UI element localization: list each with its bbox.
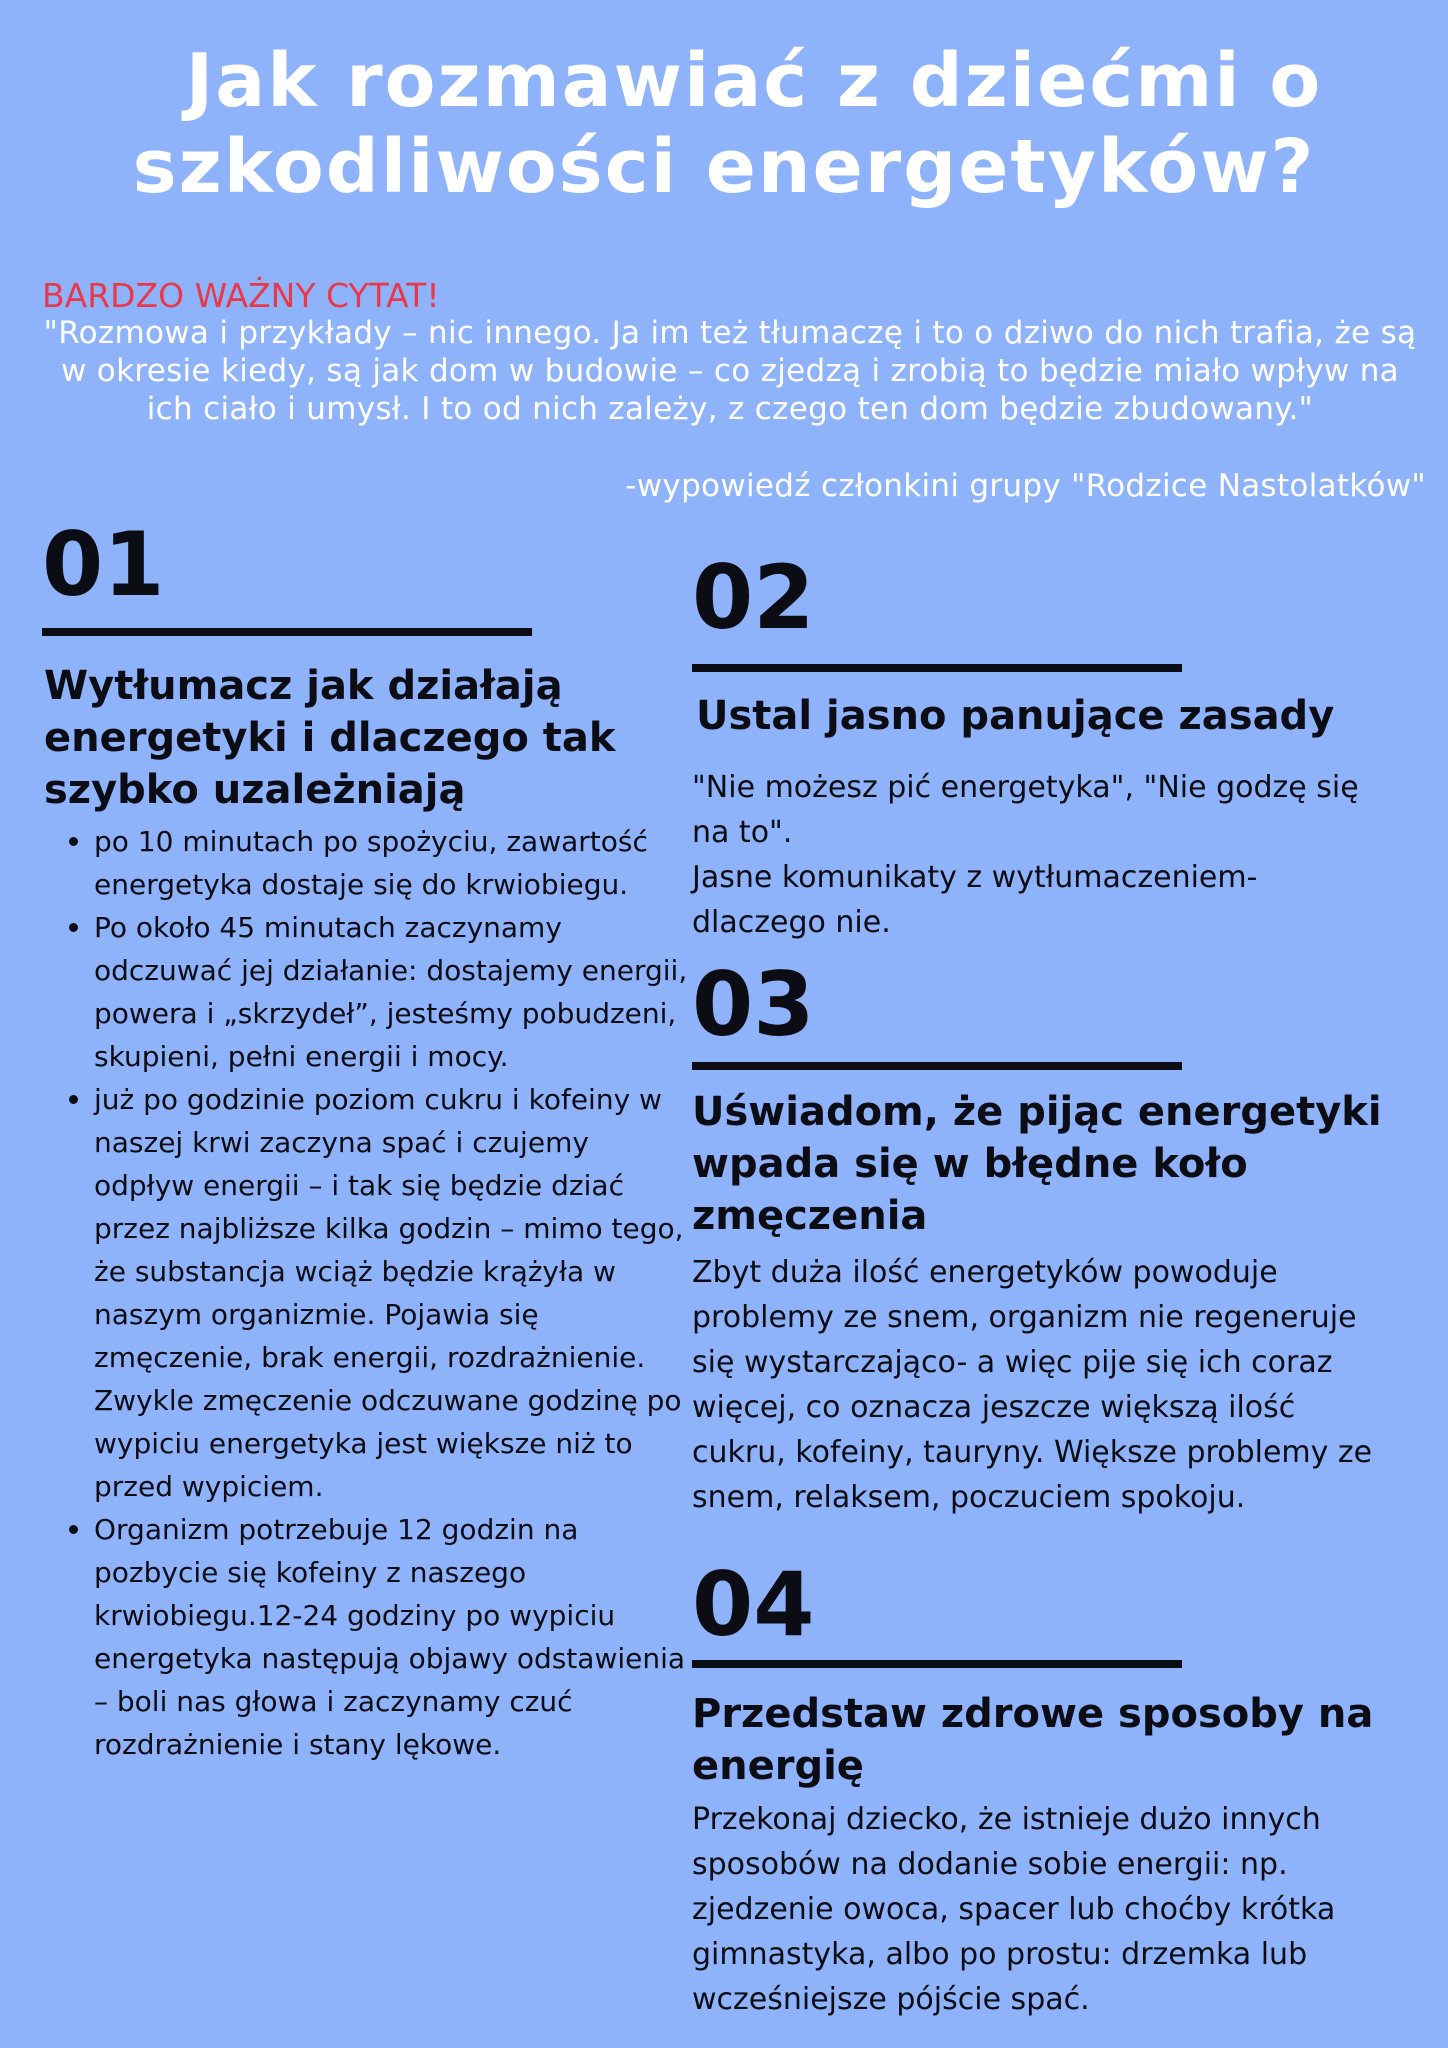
- quote-heading: BARDZO WAŻNY CYTAT!: [42, 276, 440, 315]
- section-2-text: [692, 765, 1392, 945]
- list-item: • Po około 45 minutach zaczynamy odczuwać jej działanie: dostajemy energii, powera i „skrzydeł”, jesteśmy pobudzeni, skupieni, pełni energii i mocy.: [94, 906, 694, 1078]
- list-item: • po 10 minutach po spożyciu, zawartość energetyka dostaje się do krwiobiegu.: [94, 820, 694, 906]
- section-4-heading: Przedstaw zdrowe sposoby na energię: [692, 1691, 1374, 1789]
- section-2-divider: [692, 664, 1182, 672]
- page-title: [0, 38, 1448, 210]
- section-4-number: 04: [692, 1553, 815, 1656]
- page-title-line2: szkodliwości energetyków?: [132, 124, 1316, 210]
- quote-author: -wypowiedź członkini grupy "Rodzice Nastolatków": [625, 468, 1426, 504]
- section-2-heading: Ustal jasno panujące zasady: [696, 693, 1335, 739]
- section-3-number: 03: [692, 953, 815, 1056]
- section-2-text-line2: Jasne komunikaty z wytłumaczeniem- dlaczego nie.: [692, 860, 1258, 940]
- page-title-line1: Jak rozmawiać z dziećmi o: [185, 38, 1323, 124]
- section-3-divider: [692, 1062, 1182, 1070]
- section-3-heading: Uświadom, że pijąc energetyki wpada się w błędne koło zmęczenia: [692, 1089, 1382, 1239]
- section-1-divider: [42, 628, 532, 636]
- section-1-heading: Wytłumacz jak działają energetyki i dlaczego tak szybko uzależniają: [44, 663, 616, 813]
- quote-text: "Rozmowa i przykłady – nic innego. Ja im też tłumaczę i to o dziwo do nich trafia, że są w okresie kiedy, są jak dom w budowie – co zjedzą i zrobią to będzie miało wpływ na ich ciało i umysł. I to od nich zależy, z czego ten dom będzie zbudowany.": [43, 315, 1417, 427]
- list-item: • Organizm potrzebuje 12 godzin na pozbycie się kofeiny z naszego krwiobiegu.12-24 godziny po wypiciu energetyka następują objawy odstawienia – boli nas głowa i zaczynamy czuć rozdrażnienie i stany lękowe.: [94, 1508, 694, 1766]
- section-2-number: 02: [692, 546, 815, 649]
- section-1-number: 01: [42, 513, 165, 616]
- section-2-text-line1: "Nie możesz pić energetyka", "Nie godzę się na to".: [692, 770, 1359, 850]
- section-3-text: Zbyt duża ilość energetyków powoduje problemy ze snem, organizm nie regeneruje się wystarczająco- a więc pije się ich coraz więcej, co oznacza jeszcze większą ilość cukru, kofeiny, tauryny. Większe problemy ze snem, relaksem, poczuciem spokoju.: [692, 1255, 1373, 1515]
- section-4-divider: [692, 1660, 1182, 1668]
- section-4-text: Przekonaj dziecko, że istnieje dużo innych sposobów na dodanie sobie energii: np. zjedzenie owoca, spacer lub choćby krótka gimnastyka, albo po prostu: drzemka lub wcześniejsze pójście spać.: [692, 1802, 1336, 2017]
- section-1-bullet-list: [50, 820, 694, 1766]
- list-item: • już po godzinie poziom cukru i kofeiny w naszej krwi zaczyna spać i czujemy odpływ energii – i tak się będzie dziać przez najbliższe kilka godzin – mimo tego, że substancja wciąż będzie krążyła w naszym organizmie. Pojawia się zmęczenie, brak energii, rozdrażnienie. Zwykle zmęczenie odczuwane godzinę po wypiciu energetyka jest większe niż to przed wypiciem.: [94, 1078, 694, 1508]
